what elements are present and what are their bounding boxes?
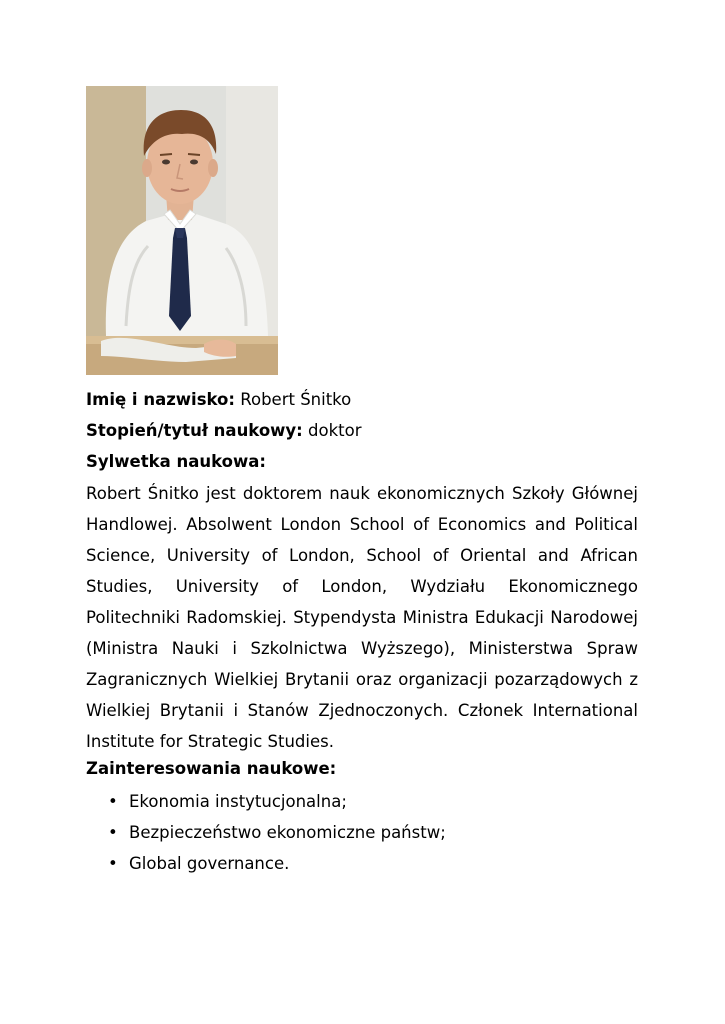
list-item	[86, 786, 446, 817]
interests-heading: Zainteresowania naukowe:	[86, 759, 337, 778]
name-value: Robert Śnitko	[240, 390, 352, 409]
interest-label: Ekonomia instytucjonalna;	[129, 792, 347, 811]
name-row	[86, 390, 351, 409]
bullet-icon: •	[108, 792, 118, 811]
bullet-icon: •	[108, 854, 118, 873]
degree-label: Stopień/tytuł naukowy:	[86, 421, 303, 440]
profile-heading: Sylwetka naukowa:	[86, 452, 266, 471]
interests-list	[86, 786, 446, 879]
interest-label: Global governance.	[129, 854, 290, 873]
bio-paragraph: Robert Śnitko jest doktorem nauk ekonomicznych Szkoły Głównej Handlowej. Absolwent London School of Economics and Political Science, University of London, School of Oriental and African Studies, University of London, Wydziału Ekonomicznego Politechniki Radomskiej. Stypendysta Ministra Edukacji Narodowej (Ministra Nauki i Szkolnictwa Wyższego), Ministerstwa Spraw Zagranicznych Wielkiej Brytanii oraz organizacji pozarządowych z Wielkiej Brytanii i Stanów Zjednoczonych. Członek International Institute for Strategic Studies.	[86, 484, 638, 751]
degree-value: doktor	[308, 421, 362, 440]
name-label: Imię i nazwisko:	[86, 390, 235, 409]
bullet-icon: •	[108, 823, 118, 842]
list-item	[86, 848, 446, 879]
list-item	[86, 817, 446, 848]
degree-row	[86, 421, 362, 440]
interest-label: Bezpieczeństwo ekonomiczne państw;	[129, 823, 446, 842]
portrait-photo	[86, 86, 278, 375]
